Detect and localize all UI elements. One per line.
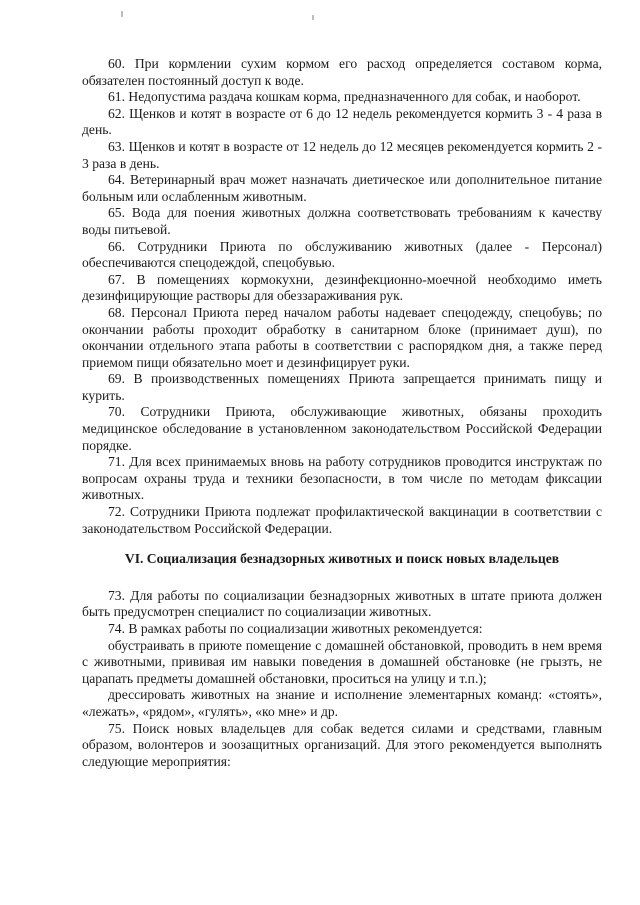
scan-artifact bbox=[121, 11, 123, 17]
paragraph-72: 72. Сотрудники Приюта подлежат профилактической вакцинации в соответствии с законодательством Российской Федерации. bbox=[82, 504, 602, 536]
paragraph-71: 71. Для всех принимаемых вновь на работу сотрудников проводится инструктаж по вопросам охраны труда и техники безопасности, в том числе по методам фиксации животных. bbox=[82, 454, 602, 503]
paragraph-66: 66. Сотрудники Приюта по обслуживанию животных (далее - Персонал) обеспечиваются спецодеждой, спецобувью. bbox=[82, 238, 602, 271]
paragraph-60: 60. При кормлении сухим кормом его расход определяется составом корма, обязателен постоянный доступ к воде. bbox=[82, 56, 602, 88]
paragraph-61: 61. Недопустима раздача кошкам корма, предназначенного для собак, и наоборот. bbox=[108, 89, 581, 105]
paragraph-64: 64. Ветеринарный врач может назначать диетическое или дополнительное питание больным или ослабленным животным. bbox=[82, 172, 602, 204]
paragraph-65: 65. Вода для поения животных должна соответствовать требованиям к качеству воды питьевой. bbox=[82, 205, 602, 237]
paragraph-68: 68. Персонал Приюта перед началом работы надевает спецодежду, спецобувь; по окончании работы проходит обработку в санитарном блоке (принимает душ), по окончании отдельного этапа работы в соответствии с распорядком дня, а также перед приемом пищи обязательно моет и дезинфицирует руки. bbox=[82, 304, 602, 370]
scan-artifact bbox=[312, 15, 314, 20]
paragraph-62: 62. Щенков и котят в возрасте от 6 до 12 недель рекомендуется кормить 3 - 4 раза в день. bbox=[82, 105, 602, 138]
paragraph-69: 69. В производственных помещениях Приюта запрещается принимать пищу и курить. bbox=[82, 371, 602, 403]
paragraph-74: 74. В рамках работы по социализации животных рекомендуется: bbox=[108, 621, 483, 636]
section-heading: VI. Социализация безнадзорных животных и поиск новых владельцев bbox=[124, 551, 560, 567]
paragraph-75: 75. Поиск новых владельцев для собак ведется силами и средствами, главным образом, волонтеров и зоозащитных организаций. Для этого рекомендуется выполнять следующие мероприятия: bbox=[82, 720, 602, 769]
paragraph-74-item-2: дрессировать животных на знание и исполнение элементарных команд: «стоять», «лежать», «рядом», «гулять», «ко мне» и др. bbox=[82, 687, 602, 719]
paragraph-67: 67. В помещениях кормокухни, дезинфекционно-моечной необходимо иметь дезинфицирующие растворы для обеззараживания рук. bbox=[82, 271, 602, 304]
paragraph-73: 73. Для работы по социализации безнадзорных животных в штате приюта должен быть предусмотрен специалист по социализации животных. bbox=[82, 587, 602, 620]
paragraph-74-item-1: обустраивать в приюте помещение с домашней обстановкой, проводить в нем время с животными, прививая им навыки поведения в домашней обстановке (не грызть, не царапать предметы домашней обстановки, проситься на улицу и т.п.); bbox=[82, 637, 602, 686]
document-page bbox=[82, 56, 602, 770]
paragraph-70: 70. Сотрудники Приюта, обслуживающие животных, обязаны проходить медицинское обследование в установленном законодательством Российской Федерации порядке. bbox=[82, 404, 602, 453]
paragraph-63: 63. Щенков и котят в возрасте от 12 недель до 12 месяцев рекомендуется кормить 2 - 3 раза в день. bbox=[82, 138, 602, 171]
